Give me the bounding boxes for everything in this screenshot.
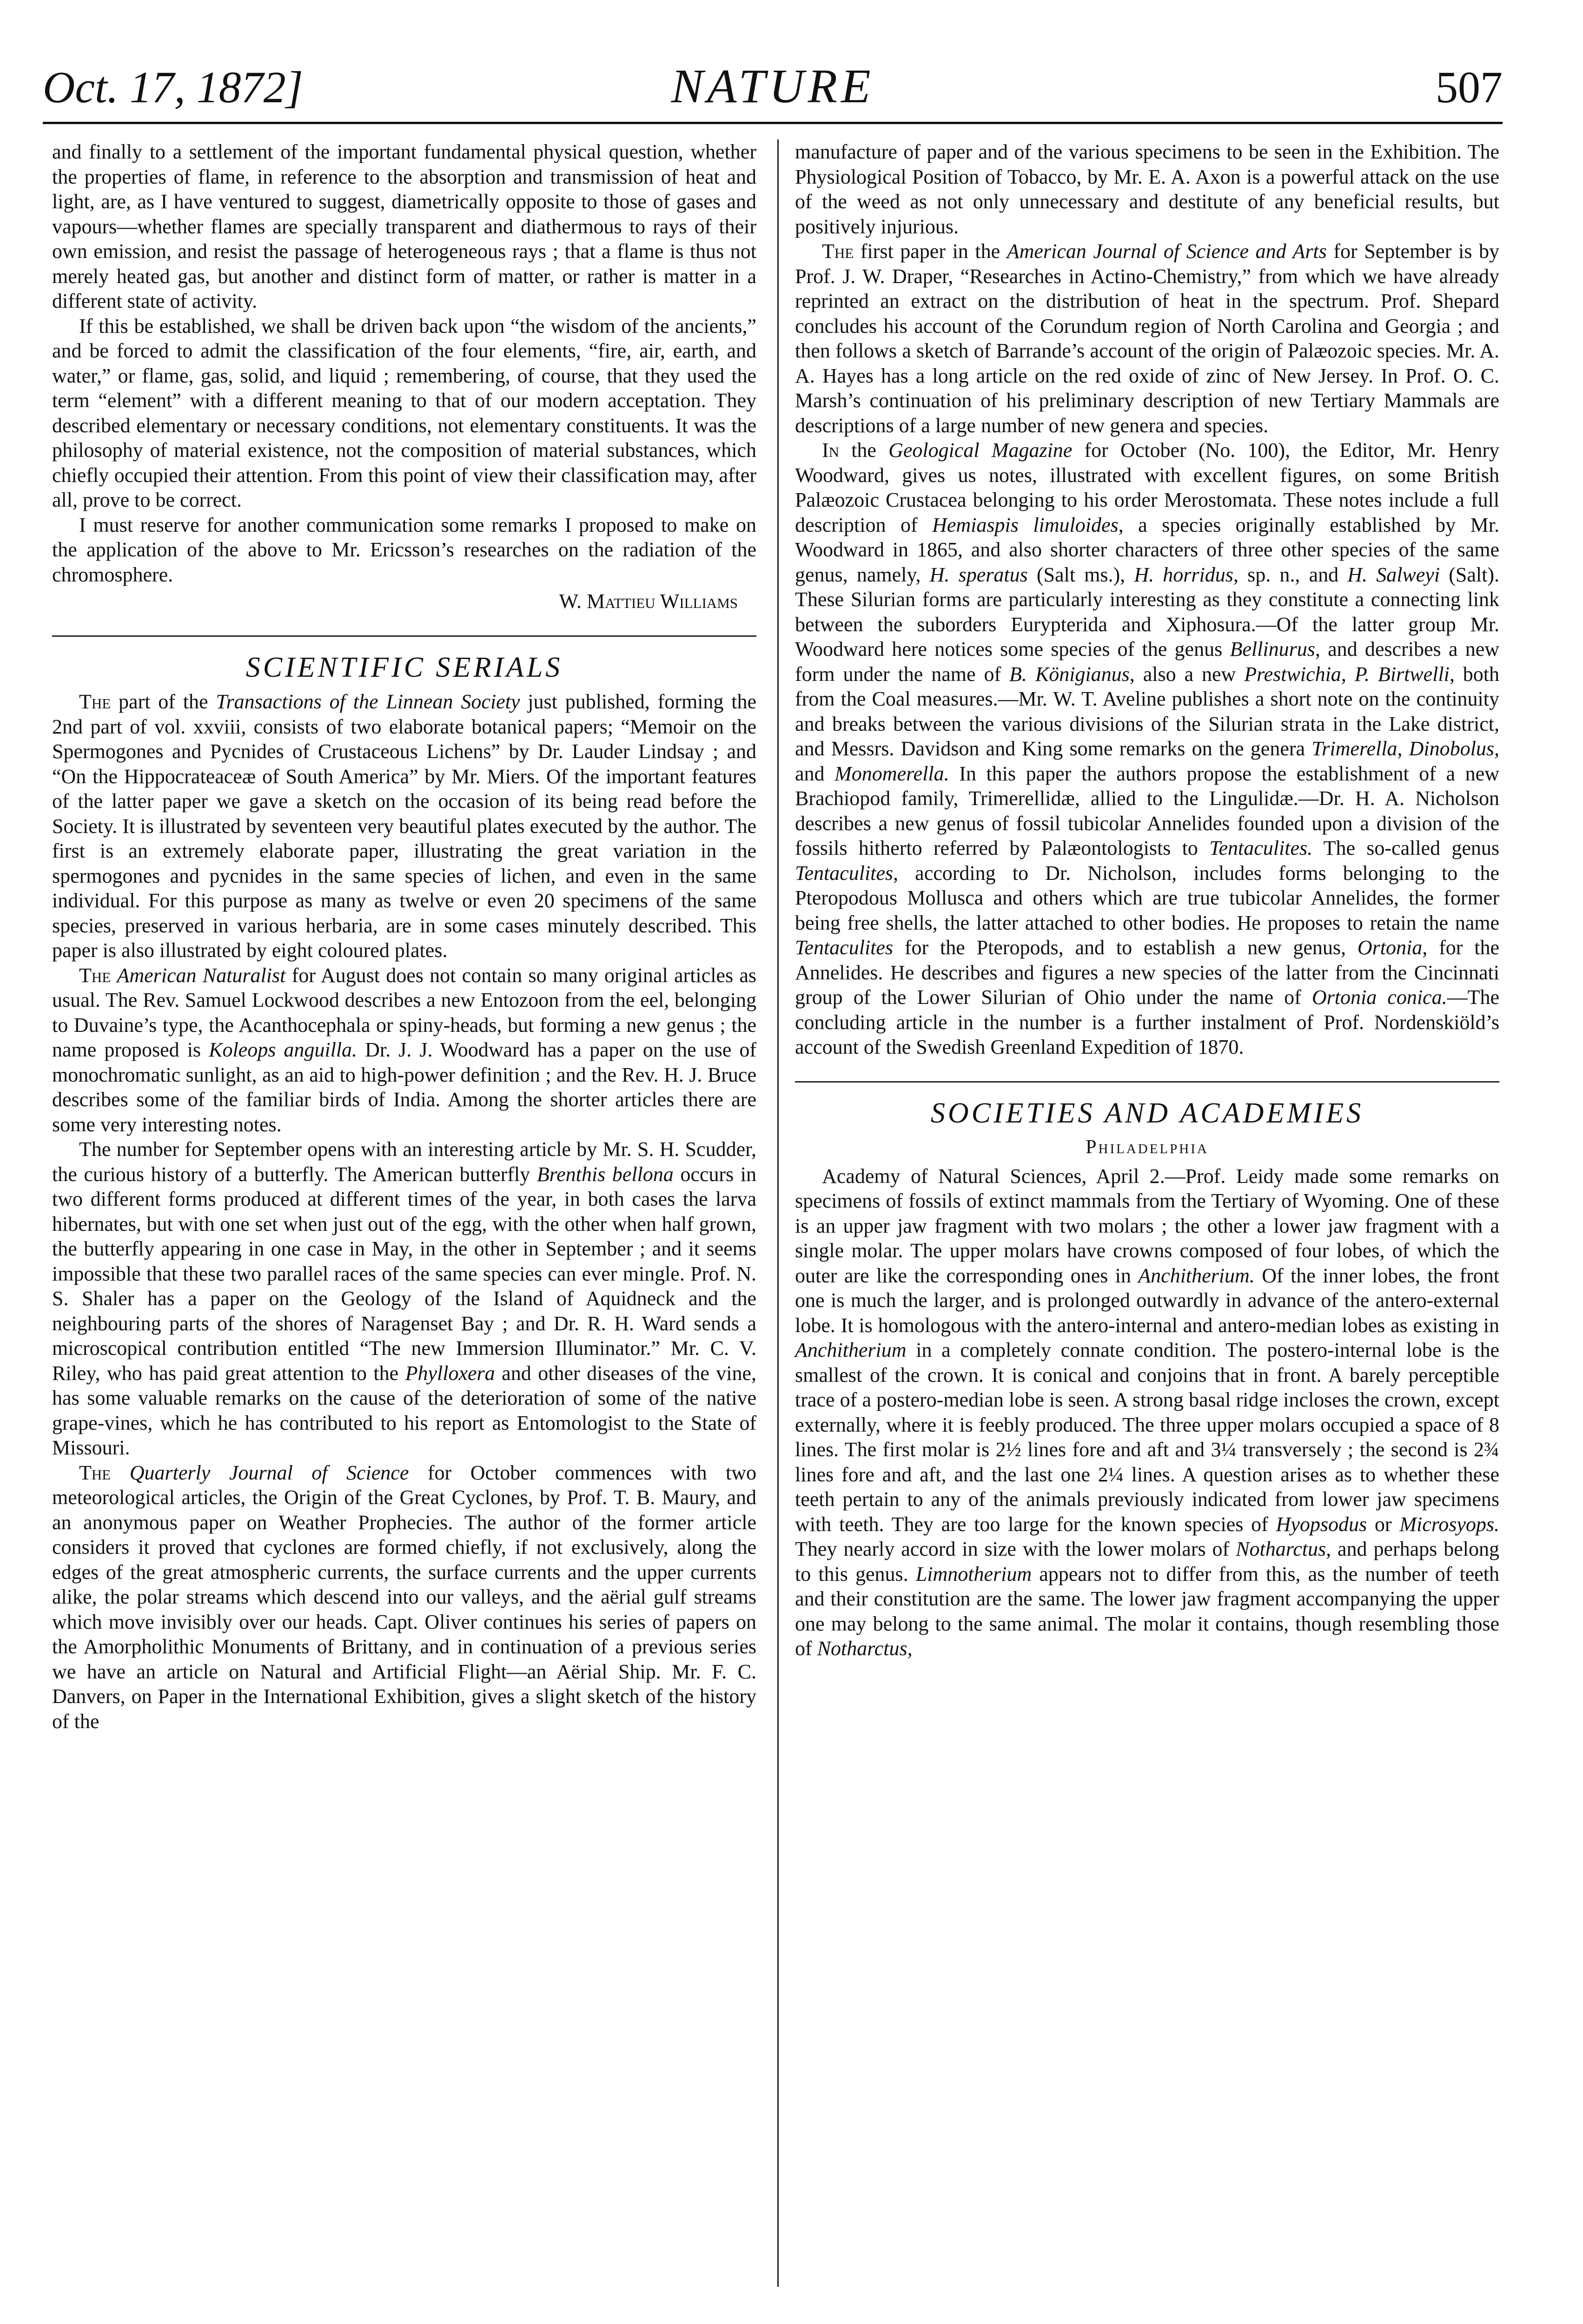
section-title-scientific-serials: SCIENTIFIC SERIALS [245, 651, 563, 683]
place-heading: Philadelphia [1086, 1136, 1209, 1158]
section-title-societies: SOCIETIES AND ACADEMIES [930, 1097, 1364, 1129]
paragraph: The number for September opens with an interesting article by Mr. S. H. Scudder, the curious history of a butterfly. The American butterfly Brenthis bellona occurs in two different forms produced at different times of the year, in both cases the larva hibernates, but with one set when just out of the egg, with the other when half grown, the butterfly appearing in one case in May, in the other in September ; and it seems impossible that these two parallel races of the same species can ever mingle. Prof. N. S. Shaler has a paper on the Geology of the Island of Aquidneck and the neighbouring parts of the shores of Naragenset Bay ; and Dr. R. H. Ward sends a microscopical contribution entitled “The new Immersion Illuminator.” Mr. C. V. Riley, who has paid great attention to the Phylloxera and other diseases of the vine, has some valuable remarks on the cause of the deterioration of some of the native grape-vines, which he has contributed to his report as Entomologist to the State of Missouri. [52, 1138, 756, 1459]
author-signature: W. Mattieu Williams [559, 590, 738, 613]
paragraph: The Quarterly Journal of Science for October commences with two meteorological articles, the Origin of the Great Cyclones, by Prof. T. B. Maury, and an anonymous paper on Weather Prophecies. The author of the former article considers it proved that cyclones are formed chiefly, if not exclusively, along the edges of the great atmospheric currents, the surface currents and the upper currents alike, the polar streams which descend into our valleys, and the aërial gulf streams which move invisibly over our heads. Capt. Oliver continues his series of papers on the Amorpholithic Monuments of Brittany, and in continuation of a previous series we have an article on Natural and Artificial Flight—an Aërial Ship. Mr. F. C. Danvers, on Paper in the International Exhibition, gives a slight sketch of the history of the [52, 1461, 756, 1733]
paragraph: The part of the Transactions of the Linnean Society just published, forming the 2nd part of vol. xxviii, consists of two elaborate botanical papers; “Memoir on the Spermogones and Pycnides of Crustaceous Lichens” by Dr. Lauder Lindsay ; and “On the Hippocrateaceæ of South America” by Mr. Miers. Of the important features of the latter paper we gave a sketch on the occasion of its being read before the Society. It is illustrated by seventeen very beautiful plates executed by the author. The first is an extremely elaborate paper, illustrating the great variation in the spermogones and pycnides in the same species of lichen, and even in the same individual. For this purpose as many as twelve or even 20 specimens of the same species, preserved in various herbaria, are in some cases minutely described. This paper is also illustrated by eight coloured plates. [52, 690, 757, 962]
paragraph: Academy of Natural Sciences, April 2.—Prof. Leidy made some remarks on specimens of fossils of extinct mammals from the Tertiary of Wyoming. One of these is an upper jaw fragment with two molars ; the other a lower jaw fragment with a single molar. The upper molars have crowns composed of four lobes, of which the outer are like the corresponding ones in Anchitherium. Of the inner lobes, the front one is much the larger, and is prolonged outwardly in advance of the antero-external lobe. It is homologous with the antero-internal and antero-median lobes as existing in Anchitherium in a completely connate condition. The postero-internal lobe is the smallest of the crown. It is conical and conjoins that in front. A barely perceptible trace of a postero-median lobe is seen. A strong basal ridge incloses the crown, except externally, where it is feebly produced. The three upper molars occupied a space of 8 lines. The first molar is 2½ lines fore and aft and 3¼ transversely ; the second is 2¾ lines fore and aft, and the last one 2¼ lines. A question arises as to whether these teeth pertain to any of the animals previously indicated from lower jaw specimens with teeth. They are too large for the known species of Hyopsodus or Microsyops. They nearly accord in size with the lower molars of Notharctus, and perhaps belong to this genus. Limnotherium appears not to differ from this, as the number of teeth and their constitution are the same. The lower jaw fragment accompanying the upper one may belong to the same animal. The molar it contains, though resembling those of Notharctus, [795, 1164, 1500, 1660]
paragraph: In the Geological Magazine for October (No. 100), the Editor, Mr. Henry Woodward, gives us notes, illustrated with excellent figures, on some British Palæozoic Crustacea belonging to his order Merostomata. These notes include a full description of Hemiaspis limuloides, a species originally established by Mr. Woodward in 1865, and also shorter characters of three other species of the same genus, namely, H. speratus (Salt ms.), H. horridus, sp. n., and H. Salweyi (Salt). These Silurian forms are particularly interesting as they constitute a connecting link between the suborders Eurypterida and Xiphosura.—Of the latter group Mr. Woodward here notices some species of the genus Bellinurus, and describes a new form under the name of B. Königianus, also a new Prestwichia, P. Birtwelli, both from the Coal measures.—Mr. W. T. Aveline publishes a short note on the continuity and breaks between the various divisions of the Silurian strata in the Lake district, and Messrs. Davidson and King some remarks on the genera Trimerella, Dinobolus, and Monomerella. In this paper the authors propose the establishment of a new Brachiopod family, Trimerellidæ, allied to the Lingulidæ.—Dr. H. A. Nicholson describes a new genus of fossil tubicolar Annelides founded upon a division of the fossils hitherto referred by Palæontologists to Tentaculites. The so-called genus Tentaculites, according to Dr. Nicholson, includes forms belonging to the Pteropodous Mollusca and others which are true tubicolar Annelides, the former being free shells, the latter attached to other bodies. He proposes to retain the name Tentaculites for the Pteropods, and to establish a new genus, Ortonia, for the Annelides. He describes and figures a new species of the latter from the Cincinnati group of the Lower Silurian of Ohio under the name of Ortonia conica.—The concluding article in the number is a further instalment of Prof. Nordenskiöld’s account of the Swedish Greenland Expedition of 1870. [795, 439, 1500, 1058]
section-rule [52, 635, 756, 637]
header-rule [43, 122, 1503, 124]
paragraph: If this be established, we shall be driven back upon “the wisdom of the ancients,” and be forced to admit the classification of the four elements, “fire, air, earth, and water,” or flame, gas, solid, and liquid ; remembering, of course, that they used the term “element” with a different meaning to that of our modern acceptation. They described elementary or necessary conditions, not elementary constituents. It was the philosophy of material existence, not the composition of material substances, which chiefly occupied their attention. From this point of view their classification may, after all, prove to be correct. [52, 314, 756, 511]
running-header [43, 52, 1503, 112]
section-rule [795, 1081, 1499, 1083]
column-divider [777, 139, 779, 2287]
paragraph: and finally to a settlement of the important fundamental physical question, whether the properties of flame, in reference to the absorption and transmission of heat and light, are, as I have ventured to suggest, diametrically opposite to those of gases and vapours—whether flames are specially transparent and diathermous to rays of their own emission, and resist the passage of heterogeneous rays ; that a flame is thus not merely heated gas, but another and distinct form of matter, or rather is matter in a different state of activity. [52, 140, 756, 312]
paragraph: The American Naturalist for August does not contain so many original articles as usual. The Rev. Samuel Lockwood describes a new Entozoon from the eel, belonging to Duvaine’s type, the Acanthocephala or spiny-heads, but forming a new genus ; the name proposed is Koleops anguilla. Dr. J. J. Woodward has a paper on the use of monochromatic sunlight, as an aid to high-power definition ; and the Rev. H. J. Bruce describes some of the familiar birds of India. Among the shorter articles there are some very interesting notes. [52, 964, 757, 1136]
paragraph: The first paper in the American Journal of Science and Arts for September is by Prof. J. W. Draper, “Researches in Actino-Chemistry,” from which we have already reprinted an extract on the distribution of heat in the spectrum. Prof. Shepard concludes his account of the Corundum region of North Carolina and Georgia ; and then follows a sketch of Barrande’s account of the origin of Palæozoic species. Mr. A. A. Hayes has a long article on the red oxide of zinc of New Jersey. In Prof. O. C. Marsh’s continuation of his preliminary description of new Tertiary Mammals are descriptions of a large number of new genera and species. [795, 240, 1499, 437]
right-column [795, 139, 1499, 1661]
page-number: 507 [1436, 62, 1503, 112]
paragraph: I must reserve for another communication some remarks I proposed to make on the application of the above to Mr. Ericsson’s researches on the radiation of the chromosphere. [52, 513, 756, 586]
journal-title: NATURE [671, 59, 874, 113]
left-column [52, 139, 756, 1734]
paragraph: manufacture of paper and of the various specimens to be seen in the Exhibition. The Physiological Position of Tobacco, by Mr. E. A. Axon is a powerful attack on the use of the weed as not only unnecessary and destitute of any beneficial results, but positively injurious. [795, 140, 1499, 238]
issue-date: Oct. 17, 1872] [43, 62, 303, 112]
